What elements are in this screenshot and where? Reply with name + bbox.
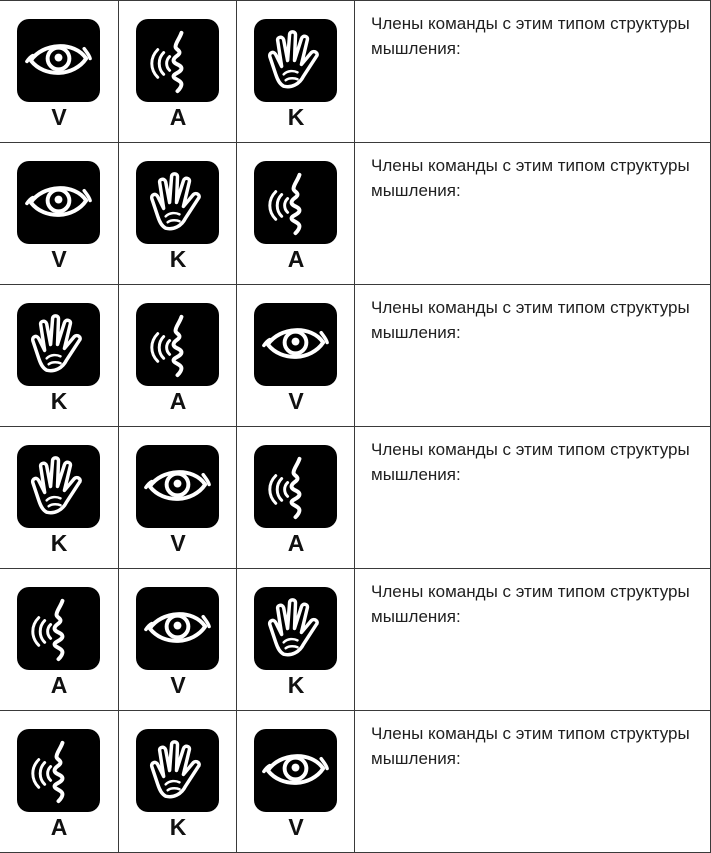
team-members-caption: Члены команды с этим типом структуры мышления:: [371, 298, 690, 342]
table-row: [0, 710, 711, 852]
icon-cell: [236, 426, 354, 568]
modality-letter: V: [51, 246, 67, 272]
modality-letter: A: [50, 814, 68, 840]
ear-speech-icon: [17, 729, 100, 812]
modality-letter: V: [51, 104, 67, 130]
hand-icon: [17, 445, 100, 528]
table-row: [0, 142, 711, 284]
hand-icon: [254, 19, 337, 102]
ear-speech-icon: [17, 587, 100, 670]
icon-cell: [0, 568, 118, 710]
icon-cell: [236, 284, 354, 426]
ear-speech-icon: [254, 445, 337, 528]
modality-letter: V: [170, 672, 186, 698]
icon-cell: [118, 710, 236, 853]
modality-letter: A: [169, 388, 187, 414]
modality-letter: K: [50, 530, 68, 556]
caption-cell: [354, 426, 711, 568]
icon-cell: [236, 0, 354, 142]
icon-cell: [118, 568, 236, 710]
modality-letter: K: [287, 104, 305, 130]
eye-icon: [254, 729, 337, 812]
team-members-caption: Члены команды с этим типом структуры мышления:: [371, 156, 690, 200]
table-row: [0, 0, 711, 142]
modality-letter: K: [287, 672, 305, 698]
eye-icon: [254, 303, 337, 386]
eye-icon: [17, 161, 100, 244]
icon-cell: [0, 0, 118, 142]
ear-speech-icon: [136, 303, 219, 386]
ear-speech-icon: [254, 161, 337, 244]
icon-cell: [0, 710, 118, 853]
icon-cell: [118, 284, 236, 426]
table-row: [0, 426, 711, 568]
eye-icon: [136, 445, 219, 528]
caption-cell: [354, 284, 711, 426]
caption-cell: [354, 142, 711, 284]
hand-icon: [136, 161, 219, 244]
modality-letter: V: [170, 530, 186, 556]
modality-letter: K: [169, 814, 187, 840]
modality-letter: A: [287, 530, 305, 556]
modality-letter: A: [50, 672, 68, 698]
team-members-caption: Члены команды с этим типом структуры мышления:: [371, 14, 690, 58]
eye-icon: [136, 587, 219, 670]
team-members-caption: Члены команды с этим типом структуры мышления:: [371, 582, 690, 626]
icon-cell: [118, 0, 236, 142]
icon-cell: [118, 142, 236, 284]
icon-cell: [0, 284, 118, 426]
caption-cell: [354, 0, 711, 142]
modality-letter: K: [169, 246, 187, 272]
hand-icon: [17, 303, 100, 386]
table-row: [0, 568, 711, 710]
icon-cell: [236, 568, 354, 710]
team-members-caption: Члены команды с этим типом структуры мышления:: [371, 440, 690, 484]
icon-cell: [236, 710, 354, 853]
icon-cell: [236, 142, 354, 284]
modality-letter: V: [288, 388, 304, 414]
icon-cell: [118, 426, 236, 568]
team-members-caption: Члены команды с этим типом структуры мышления:: [371, 724, 690, 768]
modality-letter: A: [169, 104, 187, 130]
modality-letter: K: [50, 388, 68, 414]
caption-cell: [354, 710, 711, 853]
modality-letter: A: [287, 246, 305, 272]
icon-cell: [0, 142, 118, 284]
icon-cell: [0, 426, 118, 568]
hand-icon: [136, 729, 219, 812]
modality-letter: V: [288, 814, 304, 840]
eye-icon: [17, 19, 100, 102]
table-row: [0, 284, 711, 426]
ear-speech-icon: [136, 19, 219, 102]
hand-icon: [254, 587, 337, 670]
caption-cell: [354, 568, 711, 710]
